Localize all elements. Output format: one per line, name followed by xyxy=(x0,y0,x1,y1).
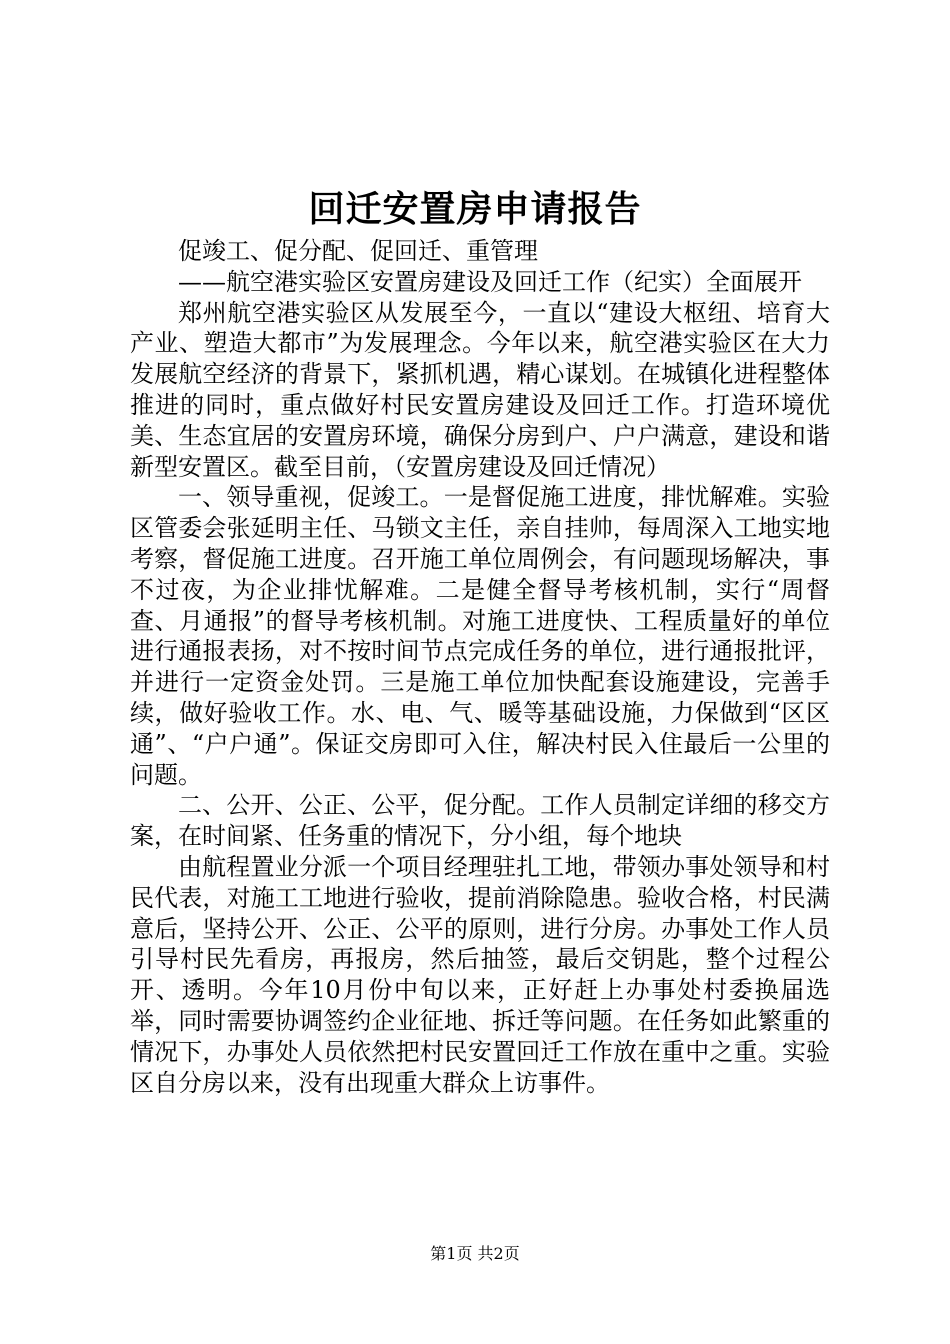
body-paragraph-intro: 郑州航空港实验区从发展至今，一直以“建设大枢纽、培育大产业、塑造大都市”为发展理念。今年以来，航空港实验区在大力发展航空经济的背景下，紧抓机遇，精心谋划。在城镇化进程整体推进的同时，重点做好村民安置房建设及回迁工作。打造环境优美、生态宜居的安置房环境，确保分房到户、户户满意，建设和谐新型安置区。截至目前，（安置房建设及回迁情况） xyxy=(130,298,830,481)
subtitle-paragraph: 促竣工、促分配、促回迁、重管理 xyxy=(178,237,538,265)
body-paragraph-section-1: 一、领导重视，促竣工。一是督促施工进度，排忧解难。实验区管委会张延明主任、马锁文主任，亲自挂帅，每周深入工地实地考察，督促施工进度。召开施工单位周例会，有问题现场解决，事不过夜，为企业排忧解难。二是健全督导考核机制，实行“周督查、月通报”的督导考核机制。对施工进度快、工程质量好的单位进行通报表扬，对不按时间节点完成任务的单位，进行通报批评，并进行一定资金处罚。三是施工单位加快配套设施建设，完善手续，做好验收工作。水、电、气、暖等基础设施，力保做到“区区通”、“户户通”。保证交房即可入住，解决村民入住最后一公里的问题。 xyxy=(130,483,830,789)
body-paragraph-section-2-continued: 由航程置业分派一个项目经理驻扎工地，带领办事处领导和村民代表，对施工工地进行验收，提前消除隐患。验收合格，村民满意后，坚持公开、公正、公平的原则，进行分房。办事处工作人员引导村民先看房，再报房，然后抽签，最后交钥匙，整个过程公开、透明。今年10月份中旬以来，正好赶上办事处村委换届选举，同时需要协调签约企业征地、拆迁等问题。在任务如此繁重的情况下，办事处人员依然把村民安置回迁工作放在重中之重。实验区自分房以来，没有出现重大群众上访事件。 xyxy=(130,852,830,1097)
subtitle-line-2: ——航空港实验区安置房建设及回迁工作（纪实）全面展开 xyxy=(178,267,802,296)
document-body xyxy=(130,236,830,1098)
page-title: 回迁安置房申请报告 xyxy=(308,188,642,230)
body-paragraph-section-2: 二、公开、公正、公平，促分配。工作人员制定详细的移交方案，在时间紧、任务重的情况下，分小组，每个地块 xyxy=(130,791,830,851)
page-number-footer: 第1页 共2页 xyxy=(430,1244,520,1263)
